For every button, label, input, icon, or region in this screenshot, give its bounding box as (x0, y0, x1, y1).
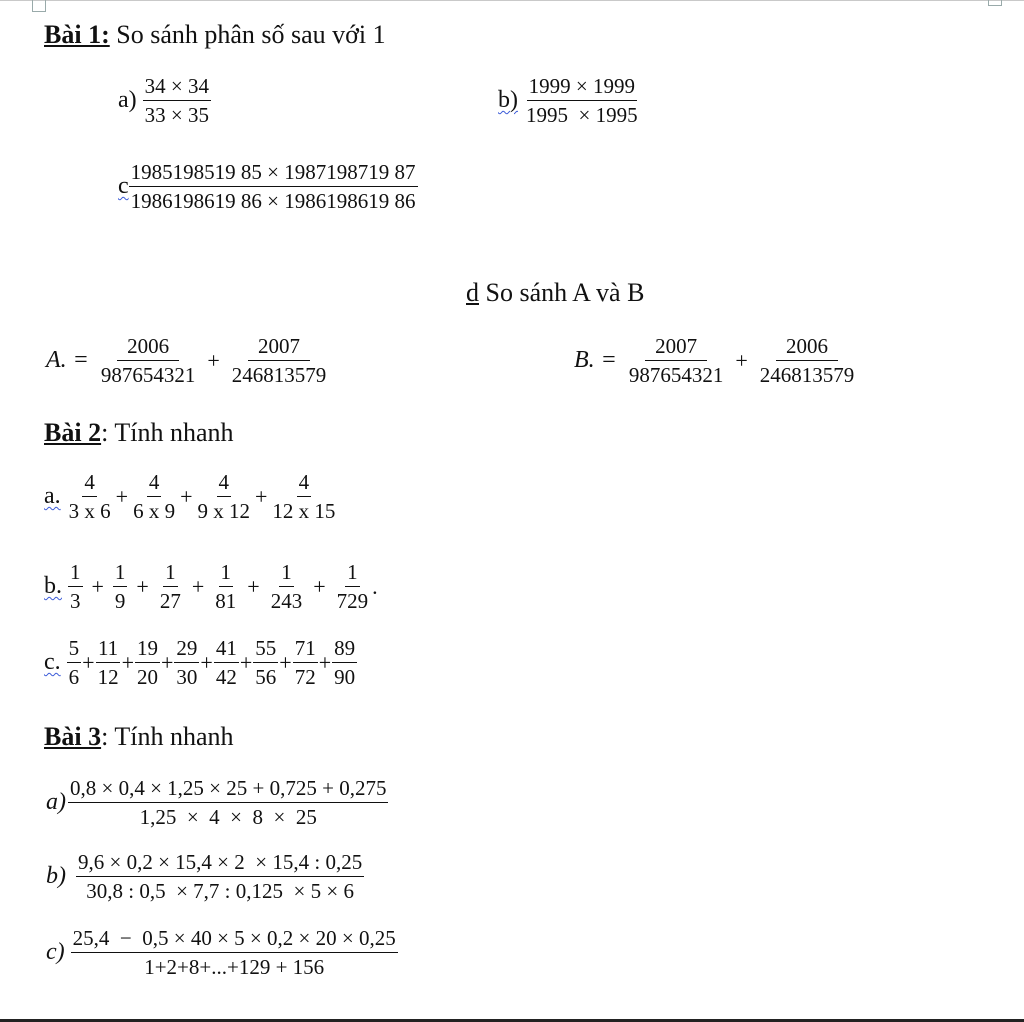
bai2-title: Bài 2 (44, 418, 102, 447)
plus-sign: + (318, 649, 332, 675)
numerator: 2006 (117, 334, 179, 361)
bai3-b (46, 850, 364, 903)
denominator: 72 (294, 665, 316, 690)
bai2-a (44, 470, 337, 523)
bai2-text: : Tính nhanh (101, 418, 234, 447)
bai1-text: So sánh phân số sau với 1 (109, 20, 386, 49)
fraction-term (135, 636, 160, 689)
bai3-text: : Tính nhanh (101, 722, 234, 751)
plus-sign: + (82, 649, 95, 675)
numerator: 5 (67, 636, 82, 663)
expression-b (574, 334, 856, 387)
fraction-term (113, 560, 128, 613)
numerator: 1 (113, 560, 128, 587)
plus-sign: + (207, 347, 220, 373)
denominator: 81 (215, 589, 237, 614)
bai3-title: Bài 3 (44, 722, 102, 751)
plus-sign: + (180, 483, 193, 509)
bai1-d-label: d (466, 278, 479, 307)
bai3-a-label: a) (46, 789, 66, 816)
bai3-heading (44, 722, 233, 752)
denominator: 3 (70, 589, 81, 614)
fraction-term (68, 560, 83, 613)
fraction-term (67, 470, 113, 523)
denominator: 9 x 12 (197, 499, 250, 524)
plus-sign: + (313, 573, 326, 599)
expression-b-fraction-2 (758, 334, 857, 387)
numerator: 4 (217, 470, 232, 497)
bai1-c-label: c (118, 173, 129, 200)
fraction-term (174, 636, 199, 689)
fraction-term (213, 560, 238, 613)
denominator: 987654321 (628, 363, 724, 388)
numerator: 19 (135, 636, 160, 663)
fraction-term (253, 636, 278, 689)
numerator: 2007 (645, 334, 707, 361)
fraction-term (293, 636, 318, 689)
plus-sign: + (91, 573, 104, 599)
plus-sign: + (200, 649, 213, 675)
bai2-b (44, 560, 378, 613)
numerator: 1 (219, 560, 234, 587)
denominator: 33 × 35 (144, 103, 209, 128)
plus-sign: + (247, 573, 260, 599)
plus-sign: + (239, 649, 253, 675)
numerator: 29 (174, 636, 199, 663)
plus-sign: + (255, 483, 268, 509)
plus-sign: + (136, 573, 149, 599)
fraction-term (214, 636, 239, 689)
bai3-b-fraction (76, 850, 364, 903)
bai1-c-fraction (129, 160, 418, 213)
fraction-term (269, 560, 305, 613)
numerator: 1 (68, 560, 83, 587)
bai1-heading (44, 20, 386, 50)
numerator: 2007 (248, 334, 310, 361)
bai3-a-fraction (68, 776, 388, 829)
numerator: 1985198519 85 × 1987198719 87 (129, 160, 418, 187)
fraction-term (335, 560, 371, 613)
expression-a-name: A. = (46, 347, 89, 374)
numerator: 89 (332, 636, 357, 663)
expression-b-name: B. = (574, 347, 617, 374)
fraction-term (158, 560, 183, 613)
numerator: 71 (293, 636, 318, 663)
bai1-a-fraction (143, 74, 211, 127)
denominator: 42 (215, 665, 237, 690)
numerator: 4 (297, 470, 312, 497)
denominator: 30 (176, 665, 198, 690)
denominator: 1+2+8+...+129 + 156 (144, 955, 325, 980)
numerator: 1 (279, 560, 294, 587)
denominator: 3 x 6 (68, 499, 111, 524)
bai1-b-label: b) (498, 87, 518, 114)
fraction-term (270, 470, 337, 523)
denominator: 987654321 (100, 363, 196, 388)
denominator: 90 (334, 665, 356, 690)
numerator: 41 (214, 636, 239, 663)
denominator: 6 (68, 665, 80, 690)
expression-a (46, 334, 328, 387)
bai1-a (118, 74, 211, 127)
denominator: 27 (159, 589, 181, 614)
bai3-c (46, 926, 398, 979)
bai2-c (44, 636, 357, 689)
bai1-c (118, 160, 418, 213)
denominator: 56 (255, 665, 277, 690)
plus-sign: + (115, 483, 129, 509)
denominator: 12 (97, 665, 119, 690)
bai1-b-fraction (524, 74, 640, 127)
denominator: 729 (336, 589, 369, 614)
end-period: . (372, 573, 378, 599)
expression-b-fraction-1 (627, 334, 726, 387)
fraction-term (67, 636, 82, 689)
page-top-edge (0, 0, 1024, 1)
numerator: 1 (163, 560, 178, 587)
denominator: 12 x 15 (272, 499, 336, 524)
denominator: 9 (114, 589, 126, 614)
numerator: 1 (345, 560, 360, 587)
fraction-term (96, 636, 121, 689)
denominator: 20 (137, 665, 158, 690)
bai1-d-text: So sánh A và B (479, 278, 645, 307)
bai3-b-label: b) (46, 863, 66, 890)
bai2-a-label: a. (44, 483, 61, 510)
plus-sign: + (191, 573, 205, 599)
denominator: 1986198619 86 × 1986198619 86 (130, 189, 416, 214)
plus-sign: + (735, 347, 748, 373)
denominator: 1995 × 1995 (526, 103, 638, 128)
fraction-term (131, 470, 177, 523)
denominator: 30,8 : 0,5 × 7,7 : 0,125 × 5 × 6 (86, 879, 354, 904)
bai2-c-label: c. (44, 649, 61, 676)
numerator: 25,4 − 0,5 × 40 × 5 × 0,2 × 20 × 0,25 (71, 926, 398, 953)
bai3-c-label: c) (46, 939, 65, 966)
numerator: 4 (82, 470, 97, 497)
bai3-a (46, 776, 388, 829)
numerator: 34 × 34 (143, 74, 211, 101)
fraction-term (332, 636, 357, 689)
denominator: 6 x 9 (133, 499, 176, 524)
bai1-d-heading (466, 278, 644, 308)
bai1-b (498, 74, 640, 127)
numerator: 1999 × 1999 (527, 74, 637, 101)
numerator: 9,6 × 0,2 × 15,4 × 2 × 15,4 : 0,25 (76, 850, 364, 877)
plus-sign: + (121, 649, 134, 675)
bai1-a-label: a) (118, 87, 137, 114)
numerator: 11 (96, 636, 120, 663)
fraction-term (196, 470, 253, 523)
denominator: 246813579 (231, 363, 327, 388)
numerator: 4 (147, 470, 162, 497)
denominator: 246813579 (759, 363, 855, 388)
denominator: 243 (270, 589, 303, 614)
expression-a-fraction-2 (230, 334, 329, 387)
bai3-c-fraction (71, 926, 398, 979)
page-corner-mark-left (32, 0, 46, 12)
bai2-heading (44, 418, 233, 448)
bai1-title: Bài 1: (44, 20, 110, 49)
bai2-b-label: b. (44, 573, 62, 600)
plus-sign: + (161, 649, 174, 675)
page-corner-mark-right (988, 0, 1002, 6)
numerator: 2006 (776, 334, 838, 361)
plus-sign: + (279, 649, 292, 675)
denominator: 1,25 × 4 × 8 × 25 (139, 805, 317, 830)
expression-a-fraction-1 (99, 334, 198, 387)
numerator: 55 (253, 636, 278, 663)
numerator: 0,8 × 0,4 × 1,25 × 25 + 0,725 + 0,275 (68, 776, 388, 803)
